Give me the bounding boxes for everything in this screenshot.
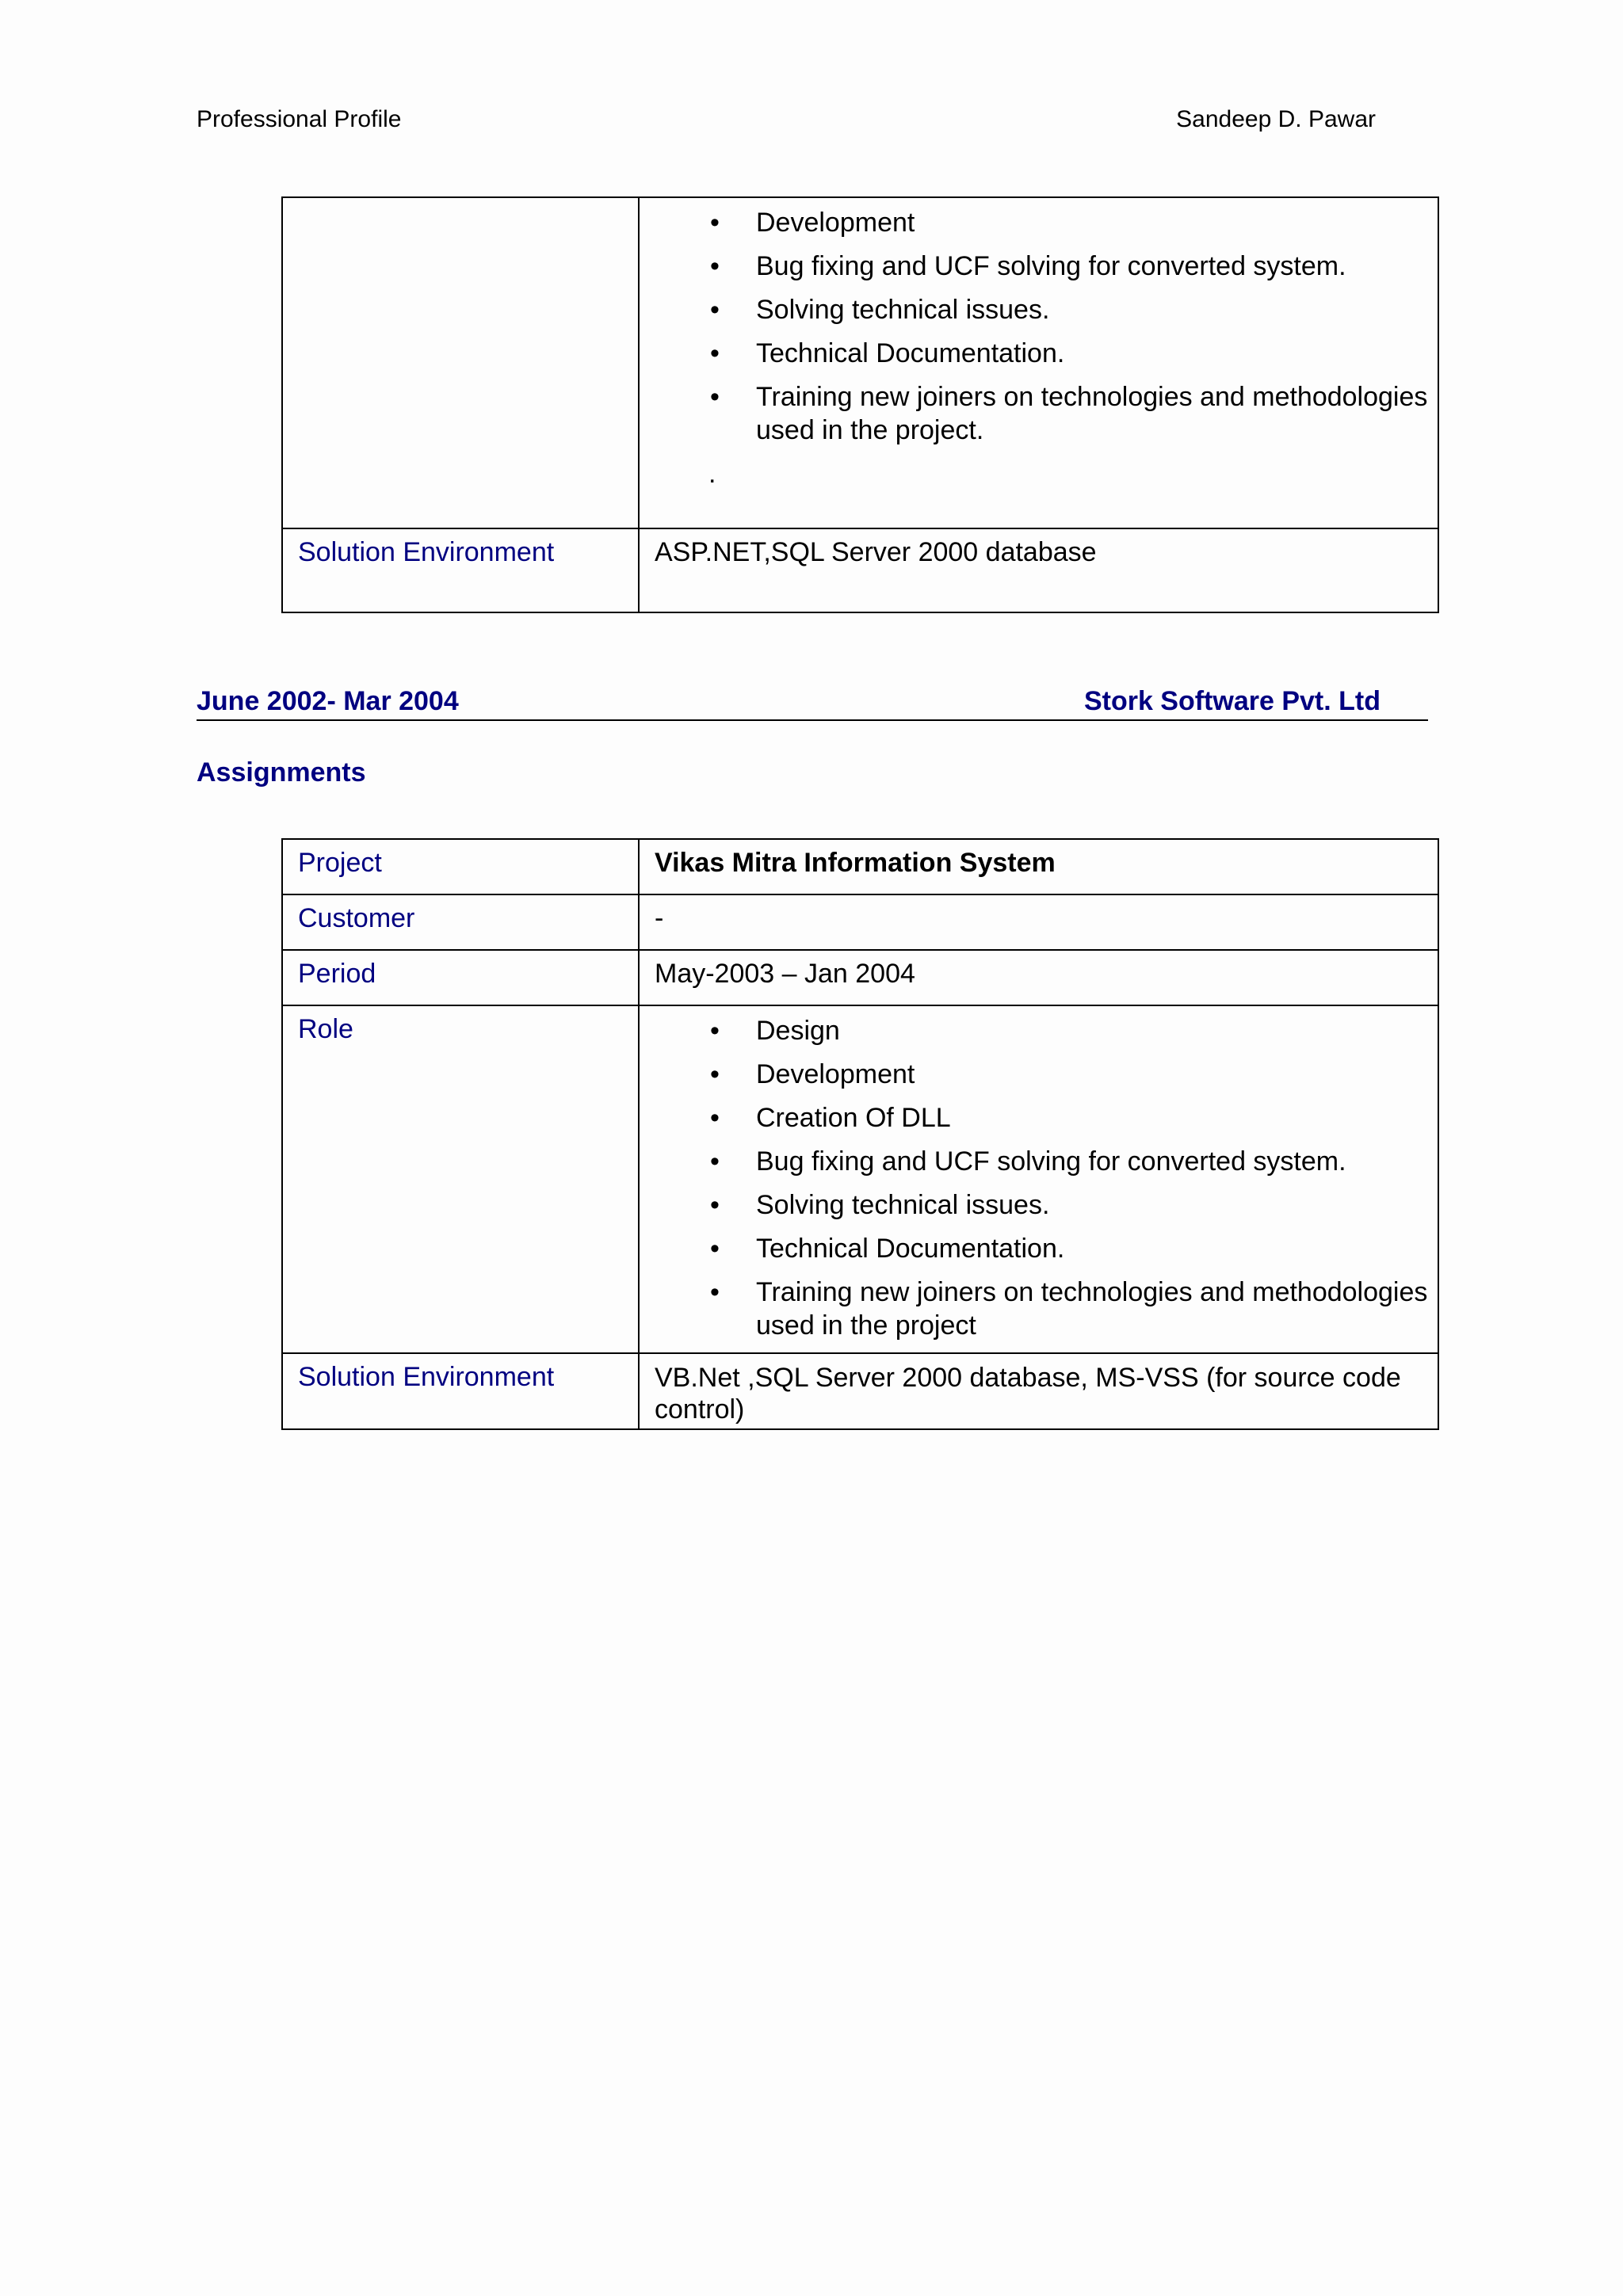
list-item <box>655 1014 1438 1047</box>
bullet-icon: • <box>710 382 720 412</box>
bullet-icon: • <box>710 1016 720 1046</box>
list-item <box>655 1145 1438 1178</box>
bullet-icon: • <box>710 338 720 368</box>
period-value: May-2003 – Jan 2004 <box>639 950 1438 1005</box>
role-item-text: Technical Documentation. <box>756 1234 1065 1264</box>
list-item <box>655 1101 1438 1135</box>
role-value-cell <box>639 1005 1438 1353</box>
role-item-text: Bug fixing and UCF solving for converted system. <box>756 1146 1346 1177</box>
bullet-icon: • <box>710 1103 720 1133</box>
list-item <box>655 1232 1438 1265</box>
list-item <box>655 293 1438 326</box>
customer-value: - <box>639 894 1438 950</box>
table-row <box>282 839 1438 894</box>
header-author-name: Sandeep D. Pawar <box>1176 106 1376 132</box>
assignments-heading: Assignments <box>197 757 366 788</box>
env-label: Solution Environment <box>282 528 639 612</box>
list-item <box>655 1276 1438 1342</box>
role-item-text: Solving technical issues. <box>756 1190 1050 1220</box>
page-header <box>197 106 1376 138</box>
list-item <box>655 380 1438 447</box>
role-list <box>655 206 1438 447</box>
env-label: Solution Environment <box>282 1353 639 1429</box>
project-label: Project <box>282 839 639 894</box>
bullet-icon: • <box>710 1146 720 1177</box>
bullet-icon: • <box>710 1059 720 1089</box>
list-item <box>655 250 1438 283</box>
role-item-text: Training new joiners on technologies and methodologies used in the project <box>756 1277 1428 1341</box>
table-row <box>282 1005 1438 1353</box>
list-item <box>655 337 1438 370</box>
project-value: Vikas Mitra Information System <box>639 839 1438 894</box>
env-value: VB.Net ,SQL Server 2000 database, MS-VSS (for source code control) <box>639 1353 1438 1429</box>
role-value-cell <box>639 197 1438 528</box>
role-item-text: Development <box>756 208 915 238</box>
previous-project-table <box>281 196 1439 613</box>
employment-period: June 2002- Mar 2004 <box>197 686 459 716</box>
role-item-text: Design <box>756 1016 840 1046</box>
table-row <box>282 950 1438 1005</box>
table-row <box>282 894 1438 950</box>
env-value: ASP.NET,SQL Server 2000 database <box>639 528 1438 612</box>
header-document-title: Professional Profile <box>197 106 402 132</box>
role-item-text: Technical Documentation. <box>756 338 1065 368</box>
bullet-icon: • <box>710 295 720 325</box>
bullet-icon: • <box>710 1277 720 1307</box>
bullet-icon: • <box>710 251 720 281</box>
customer-label: Customer <box>282 894 639 950</box>
bullet-icon: • <box>710 1234 720 1264</box>
role-item-text: Development <box>756 1059 915 1089</box>
company-name: Stork Software Pvt. Ltd <box>1083 686 1381 716</box>
role-item-text: Training new joiners on technologies and methodologies used in the project. <box>756 382 1428 445</box>
role-label: Role <box>282 1005 639 1353</box>
role-list <box>655 1014 1438 1342</box>
list-item <box>655 1188 1438 1222</box>
employment-section-header <box>197 683 1428 721</box>
list-item <box>655 206 1438 239</box>
period-label: Period <box>282 950 639 1005</box>
table-row <box>282 197 1438 528</box>
trailing-dot: . <box>708 459 716 489</box>
role-item-text: Solving technical issues. <box>756 295 1050 325</box>
table-row <box>282 1353 1438 1429</box>
role-label-cell <box>282 197 639 528</box>
list-item <box>655 1058 1438 1091</box>
table-row <box>282 528 1438 612</box>
assignment-table <box>281 838 1439 1430</box>
role-item-text: Creation Of DLL <box>756 1103 951 1133</box>
bullet-icon: • <box>710 208 720 238</box>
role-item-text: Bug fixing and UCF solving for converted system. <box>756 251 1346 281</box>
bullet-icon: • <box>710 1190 720 1220</box>
